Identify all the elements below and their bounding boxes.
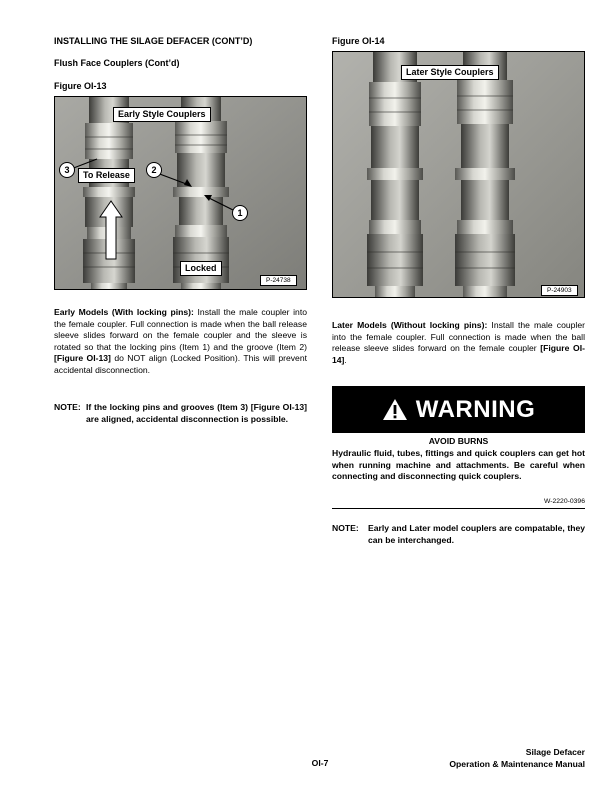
callout-locked: Locked [180,261,222,276]
section-title: INSTALLING THE SILAGE DEFACER (CONT’D) [54,36,253,46]
subsection-title: Flush Face Couplers (Cont’d) [54,58,180,68]
note-compatible [332,523,585,546]
warning-banner [332,386,585,433]
warning-text: Hydraulic fluid, tubes, fittings and quick couplers can get hot when running machine and attachments. Be careful when connecting and disconnecting quick couplers. [332,448,585,482]
note-text: If the locking pins and grooves (Item 3) [Figure OI-13] are aligned, accidental disconnection is possible. [86,402,307,424]
warning-divider [332,508,585,509]
item-2-marker: 2 [146,162,162,178]
callout-later-style-couplers: Later Style Couplers [401,65,499,80]
note-text: Early and Later model couplers are compatable, they can be interchanged. [368,523,585,545]
warning-title: WARNING [415,395,536,423]
callout-early-style-couplers: Early Style Couplers [113,107,211,122]
coupler-photo-later [333,52,585,298]
note-locking-pins [54,402,307,425]
part-number-p-24738: P-24738 [260,275,297,286]
note-label: NOTE: [332,523,359,533]
item-1-marker: 1 [232,205,248,221]
warning-code: W-2220-0396 [543,498,585,505]
early-models-paragraph: Early Models (With locking pins): Install the male coupler into the female coupler. Full connection is made when the ball release sleeve slides forward on the female coupler and the sleeve is rotated so that the locking pins (Item 1) and the groove (Item 2) [Figure OI-13] do NOT align (Locked Position). This will prevent accidental disconnection. [54,307,308,375]
callout-to-release: To Release [78,168,135,183]
footer-doc-subtitle: Operation & Maintenance Manual [449,759,585,769]
later-models-paragraph: Later Models (Without locking pins): Install the male coupler into the female coupler. Full connection is made when the ball release sleeve slides forward on the female coupler [Figure OI-14]. [332,320,585,365]
note-label: NOTE: [54,402,81,412]
figure-oi-13 [54,96,307,290]
footer-doc-title: Silage Defacer [525,747,585,757]
page-number: OI-7 [311,758,329,768]
part-number-p-24903: P-24903 [541,285,578,296]
warning-triangle-icon [382,398,408,421]
warning-heading: AVOID BURNS [428,436,489,446]
later-models-lead: Later Models (Without locking pins): [332,320,488,330]
figure-oi-14 [332,51,585,298]
figure-ref-oi-13: [Figure OI-13] [54,353,111,364]
figure-label-oi-13: Figure OI-13 [54,81,107,91]
figure-label-oi-14: Figure OI-14 [332,36,385,46]
item-3-marker: 3 [59,162,75,178]
figure-ref-oi-14: [Figure OI-14] [332,343,585,365]
early-models-lead: Early Models (With locking pins): [54,307,194,317]
